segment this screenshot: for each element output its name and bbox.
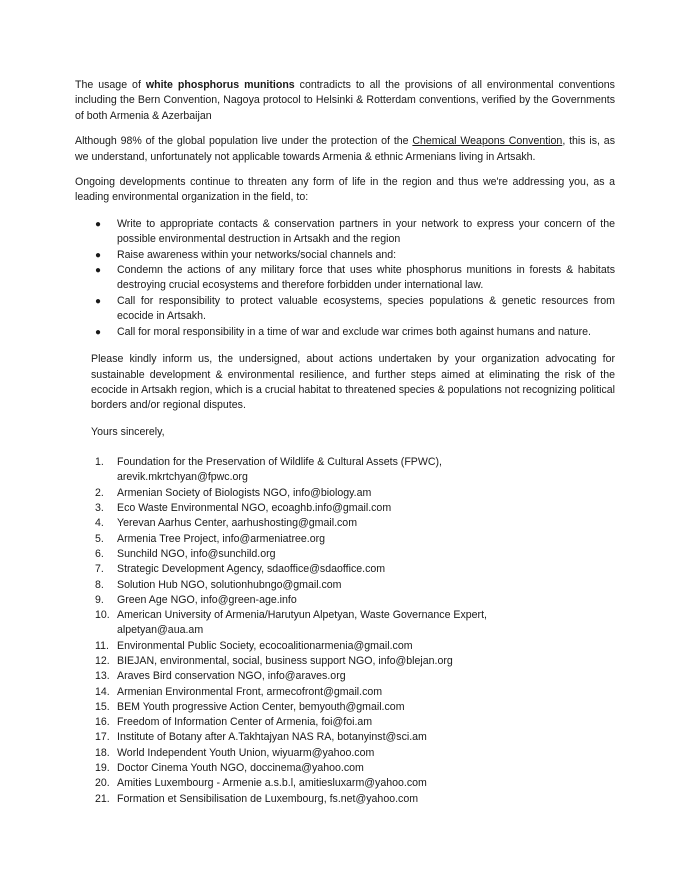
sign-off: Yours sincerely, (91, 425, 165, 438)
bullet-marker: ● (95, 249, 102, 261)
bullet-marker: ● (95, 218, 102, 230)
organization-number: 16. (95, 716, 110, 729)
intro-paragraph-1-text-cont: contradicts to all the provisions of all environmental conventions including the Bern Convention, Nagoya protocol to Helsinki & Rotterdam conventions, verified by the Governments of both Armenia & Azerbaijan (75, 79, 615, 122)
bullet-marker: ● (95, 295, 102, 307)
bullet-text: Call for responsibility to protect valuable ecosystems, species populations & genetic resources from ecocide in Artsakh. (117, 294, 615, 323)
organization-number: 7. (95, 563, 104, 576)
bullet-text: Raise awareness within your networks/social channels and: (117, 248, 397, 261)
bullet-text: Call for moral responsibility in a time of war and exclude war crimes both against humans and nature. (117, 325, 592, 338)
request-bullet-list (75, 217, 615, 340)
organization-item (91, 608, 615, 639)
organization-name: Eco Waste Environmental NGO, ecoaghb.info@gmail.com (117, 502, 392, 515)
intro-paragraph-3: Ongoing developments continue to threaten any form of life in the region and thus we're addressing you, as a leading environmental organization in the field, to: (75, 176, 615, 204)
intro-paragraph-1-text: The usage of (75, 79, 146, 91)
organization-item (91, 578, 615, 593)
organization-item (91, 685, 615, 700)
organization-name: Foundation for the Preservation of Wildlife & Cultural Assets (FPWC), (117, 456, 442, 469)
organization-item (91, 792, 615, 807)
bullet-text: Condemn the actions of any military force that uses white phosphorus munitions in forests & habitats destroying crucial ecosystems and therefore forbidden under international law. (117, 264, 615, 292)
organization-item (91, 486, 615, 501)
organization-number: 20. (95, 777, 110, 790)
organization-number: 2. (95, 486, 104, 499)
intro-paragraph-2-text-cont: , this is, as we understand, unfortunately not applicable towards Armenia & ethnic Armenians living in Artsakh. (75, 135, 615, 163)
organization-name: World Independent Youth Union, wiyuarm@yahoo.com (117, 746, 375, 759)
organization-item (91, 776, 615, 791)
organization-item (91, 593, 615, 608)
organization-item (91, 700, 615, 715)
organization-item (91, 532, 615, 547)
organization-name: Armenian Environmental Front, armecofront@gmail.com (117, 685, 383, 698)
organization-item (91, 761, 615, 776)
organization-name: Institute of Botany after A.Takhtajyan NAS RA, botanyinst@sci.am (117, 731, 427, 744)
organization-number: 9. (95, 593, 104, 606)
organization-item (91, 455, 615, 486)
organization-number: 4. (95, 517, 104, 530)
organization-number: 21. (95, 792, 110, 805)
organization-number: 12. (95, 654, 110, 667)
organization-number: 1. (95, 456, 104, 469)
organization-number: 13. (95, 670, 110, 683)
organization-number: 8. (95, 578, 104, 591)
organization-name: Armenian Society of Biologists NGO, info@biology.am (117, 486, 372, 499)
organization-name: BIEJAN, environmental, social, business support NGO, info@blejan.org (117, 654, 453, 667)
organization-item (91, 654, 615, 669)
organization-number: 17. (95, 731, 110, 744)
signatory-organization-list (75, 455, 615, 807)
organization-number: 5. (95, 532, 104, 545)
organization-name: Freedom of Information Center of Armenia, foi@foi.am (117, 716, 373, 729)
organization-item (91, 547, 615, 562)
organization-name: Green Age NGO, info@green-age.info (117, 593, 297, 606)
intro-paragraph-1 (75, 78, 615, 124)
organization-number: 19. (95, 762, 110, 775)
bullet-marker: ● (95, 265, 102, 277)
organization-number: 6. (95, 547, 104, 560)
organization-email: arevik.mkrtchyan@fpwc.org (117, 471, 248, 484)
organization-name: Strategic Development Agency, sdaoffice@sdaoffice.com (117, 563, 386, 576)
intro-paragraph-2-text: Although 98% of the global population live under the protection of the (75, 135, 413, 148)
organization-name: Amities Luxembourg - Armenie a.s.b.l, amitiesluxarm@yahoo.com (117, 777, 427, 790)
organization-number: 10. (95, 609, 110, 622)
organization-number: 18. (95, 746, 110, 759)
organization-item (91, 501, 615, 516)
bullet-text: Write to appropriate contacts & conservation partners in your network to express your concern of the possible environmental destruction in Artsakh and the region (117, 217, 615, 246)
organization-number: 15. (95, 700, 110, 713)
organization-name: Yerevan Aarhus Center, aarhushosting@gmail.com (117, 517, 358, 530)
organization-name: American University of Armenia/Harutyun Alpetyan, Waste Governance Expert, (117, 609, 487, 622)
closing-paragraph: Please kindly inform us, the undersigned, about actions undertaken by your organization advocating for sustainable development & environmental resilience, and further steps aimed at eliminating the risk of the ecocide in Artsakh region, which is a crucial habitat to threatened species & populations not recognizing political borders and/or regional disputes. (91, 353, 615, 412)
organization-item (91, 516, 615, 531)
organization-name: Environmental Public Society, ecocoalitionarmenia@gmail.com (117, 639, 413, 652)
organization-item (91, 730, 615, 745)
organization-name: Doctor Cinema Youth NGO, doccinema@yahoo.com (117, 762, 364, 775)
bullet-item (91, 325, 615, 340)
organization-item (91, 562, 615, 577)
organization-number: 14. (95, 685, 110, 698)
organization-item (91, 669, 615, 684)
organization-number: 3. (95, 502, 104, 515)
organization-item (91, 639, 615, 654)
organization-name: Formation et Sensibilisation de Luxembourg, fs.net@yahoo.com (117, 792, 419, 805)
organization-name: Araves Bird conservation NGO, info@araves.org (117, 670, 346, 683)
bullet-item (91, 217, 615, 248)
organization-email: alpetyan@aua.am (117, 624, 204, 637)
bullet-item (91, 263, 615, 294)
emphasis-white-phosphorus: white phosphorus munitions (145, 79, 295, 91)
organization-name: Solution Hub NGO, solutionhubngo@gmail.com (117, 578, 342, 591)
bullet-marker: ● (95, 326, 102, 338)
organization-item (91, 715, 615, 730)
document-page (75, 78, 615, 807)
bullet-item (91, 248, 615, 263)
bullet-item (91, 294, 615, 325)
organization-name: Armenia Tree Project, info@armeniatree.org (117, 532, 326, 545)
organization-item (91, 746, 615, 761)
organization-name: BEM Youth progressive Action Center, bemyouth@gmail.com (117, 700, 405, 713)
organization-name: Sunchild NGO, info@sunchild.org (117, 547, 276, 560)
organization-number: 11. (95, 639, 109, 652)
intro-paragraph-2 (75, 134, 615, 165)
chemical-weapons-convention-link[interactable]: Chemical Weapons Convention (412, 135, 563, 148)
